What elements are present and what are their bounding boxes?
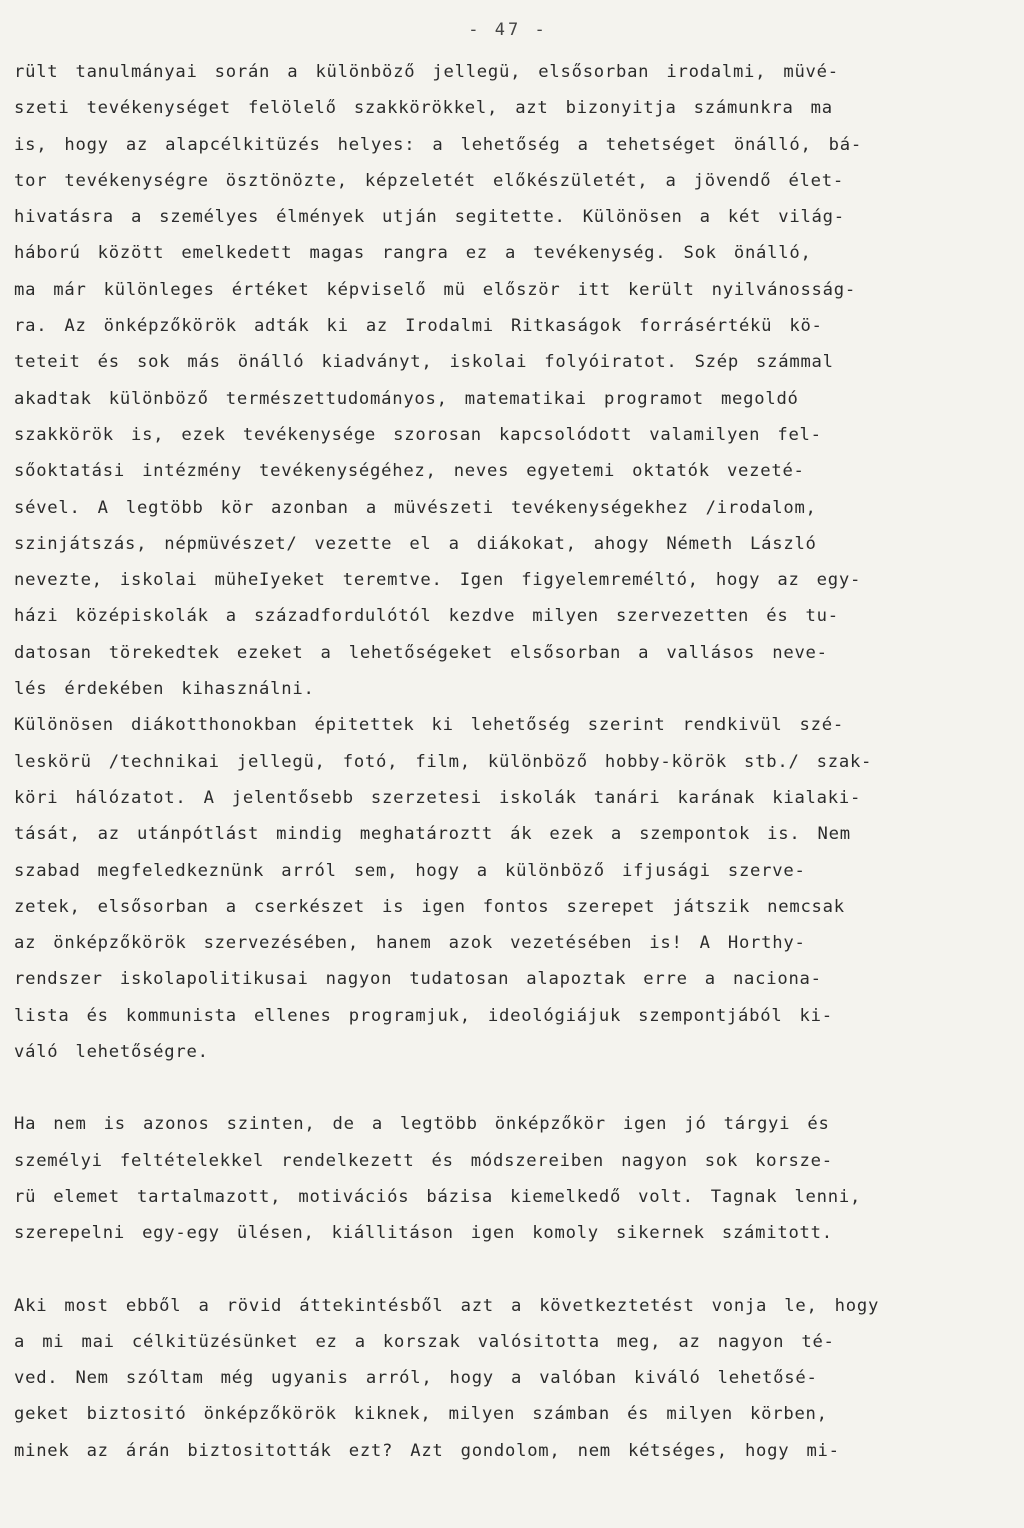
paragraph-3 xyxy=(14,1288,1002,1469)
text-line: házi középiskolák a századfordulótól kezdve milyen szervezetten és tu- xyxy=(14,606,839,627)
text-line: szakkörök is, ezek tevékenysége szorosan kapcsolódott valamilyen fel- xyxy=(14,424,822,445)
text-line: zetek, elsősorban a cserkészet is igen fontos szerepet játszik nemcsak xyxy=(14,896,845,917)
text-line: sőoktatási intézmény tevékenységéhez, neves egyetemi oktatók vezeté- xyxy=(14,461,805,482)
text-line: Ha nem is azonos szinten, de a legtöbb önképzőkör igen jó tárgyi és xyxy=(14,1114,830,1135)
text-line: a mi mai célkitüzésünket ez a korszak valósitotta meg, az nagyon té- xyxy=(14,1331,835,1352)
text-line: Különösen diákotthonokban épitettek ki lehetőség szerint rendkivül szé- xyxy=(14,715,844,736)
text-line: ma már különleges értéket képviselő mü először itt került nyilvánosság- xyxy=(14,279,856,300)
text-line: ved. Nem szóltam még ugyanis arról, hogy a valóban kiváló lehetősé- xyxy=(14,1368,818,1389)
text-line: szinjátszás, népmüvészet/ vezette el a diákokat, ahogy Németh László xyxy=(14,533,817,554)
text-line: szabad megfeledkeznünk arról sem, hogy a különböző ifjusági szerve- xyxy=(14,860,806,881)
text-line: köri hálózatot. A jelentősebb szerzetesi iskolák tanári karának kialaki- xyxy=(14,787,862,808)
paragraph-2 xyxy=(14,1106,1002,1251)
text-line: háború között emelkedett magas rangra ez a tevékenység. Sok önálló, xyxy=(14,243,812,264)
text-line: leskörü /technikai jellegü, fotó, film, különböző hobby-körök stb./ szak- xyxy=(14,751,873,772)
text-line: nevezte, iskolai müheIyeket teremtve. Igen figyelemreméltó, hogy az egy- xyxy=(14,570,862,591)
text-line: lista és kommunista ellenes programjuk, ideológiájuk szempontjából ki- xyxy=(14,1005,833,1026)
text-line: tását, az utánpótlást mindig meghatároztt ák ezek a szempontok is. Nem xyxy=(14,824,851,845)
text-line: személyi feltételekkel rendelkezett és módszereiben nagyon sok korsze- xyxy=(14,1150,833,1171)
text-line: szeti tevékenységet felölelő szakkörökkel, azt bizonyitja számunkra ma xyxy=(14,98,833,119)
text-line: is, hogy az alapcélkitüzés helyes: a lehetőség a tehetséget önálló, bá- xyxy=(14,134,862,155)
text-line: Aki most ebből a rövid áttekintésből azt a következtetést vonja le, hogy xyxy=(14,1295,880,1316)
text-line: ra. Az önképzőkörök adták ki az Irodalmi Ritkaságok forrásértékü kö- xyxy=(14,316,823,337)
text-line: tor tevékenységre ösztönözte, képzeletét előkészületét, a jövendő élet- xyxy=(14,170,844,191)
text-line: rendszer iskolapolitikusai nagyon tudatosan alapoztak erre a naciona- xyxy=(14,969,822,990)
text-line: szerepelni egy-egy ülésen, kiállitáson igen komoly sikernek számitott. xyxy=(14,1223,833,1244)
text-line: minek az árán biztositották ezt? Azt gondolom, nem kétséges, hogy mi- xyxy=(14,1440,840,1461)
text-line: akadtak különböző természettudományos, matematikai programot megoldó xyxy=(14,388,799,409)
paragraph-1 xyxy=(14,54,1002,1070)
text-line: teteit és sok más önálló kiadványt, iskolai folyóiratot. Szép számmal xyxy=(14,352,834,373)
text-line: sével. A legtöbb kör azonban a müvészeti tevékenységekhez /irodalom, xyxy=(14,497,817,518)
text-line: rült tanulmányai során a különböző jellegü, elsősorban irodalmi, müvé- xyxy=(14,62,839,82)
page-number: - 47 - xyxy=(468,20,548,40)
paragraph-spacer xyxy=(14,1252,1002,1288)
text-line: geket biztositó önképzőkörök kiknek, milyen számban és milyen körben, xyxy=(14,1404,828,1425)
text-line: lés érdekében kihasználni. xyxy=(14,679,315,700)
text-line: datosan törekedtek ezeket a lehetőségeket elsősorban a vallásos neve- xyxy=(14,642,828,663)
text-line: hivatásra a személyes élmények utján segitette. Különösen a két világ- xyxy=(14,207,845,228)
text-line: váló lehetőségre. xyxy=(14,1042,209,1063)
text-line: az önképzőkörök szervezésében, hanem azok vezetésében is! A Horthy- xyxy=(14,933,806,954)
text-line: rü elemet tartalmazott, motivációs bázisa kiemelkedő volt. Tagnak lenni, xyxy=(14,1186,862,1207)
paragraph-spacer xyxy=(14,1070,1002,1106)
